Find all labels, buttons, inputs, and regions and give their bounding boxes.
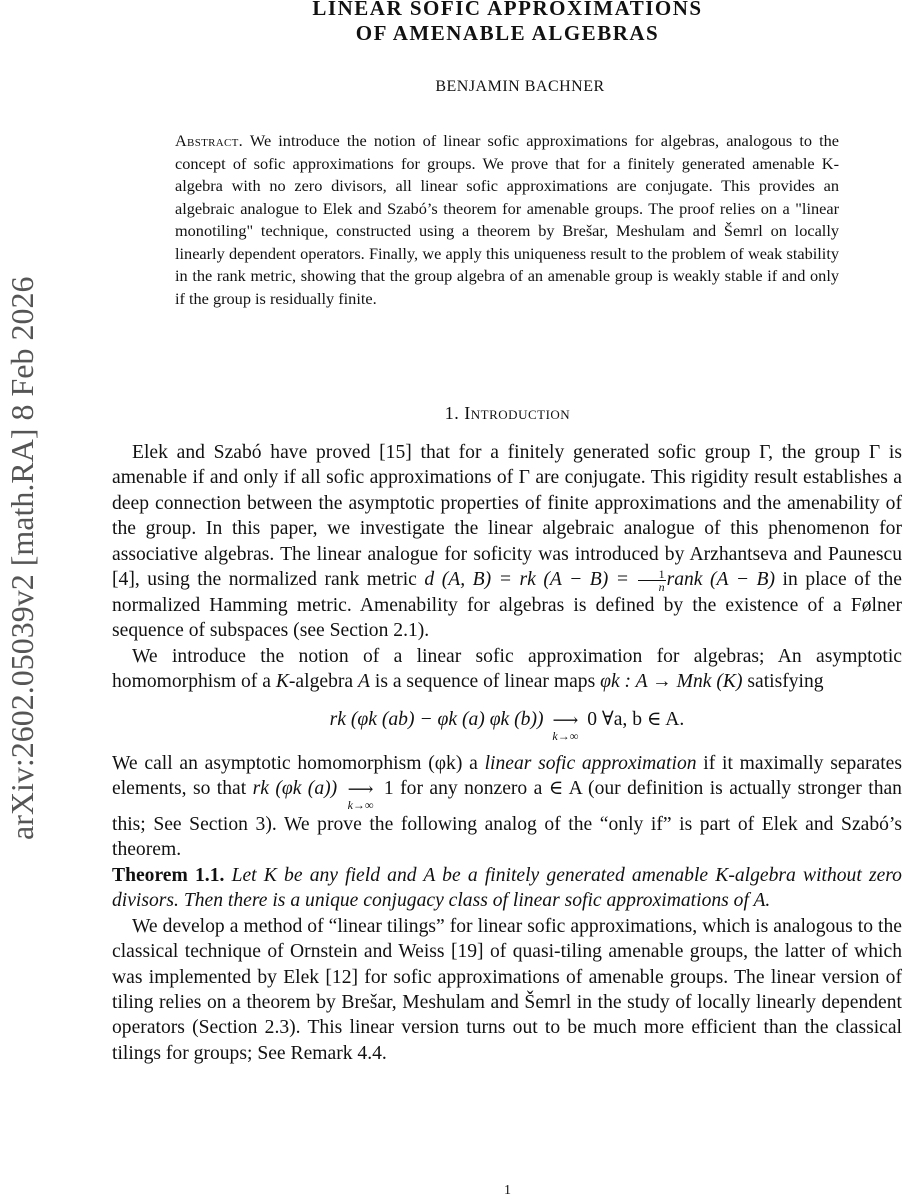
p1-metric: d (A, B) = rk (A − B) =: [424, 569, 630, 591]
p2-text-a: We introduce the notion of a linear sofic approximation for algebras; An asymptotic homomorphism of a: [112, 645, 902, 693]
p3-text-b: if it maximally separates elements, so that: [112, 752, 902, 800]
p1-metric-rest: rank (A − B): [666, 569, 775, 591]
paragraph-4: We develop a method of “linear tilings” for linear sofic approximations, which is analogous to the classical technique of Ornstein and Weiss [19] of quasi-tiling amenable groups, the latter of which was implemented by Elek [12] for sofic approximations of amenable groups. The linear version of tiling relies on a theorem by Brešar, Meshulam and Šemrl in the study of locally linearly dependent operators (Section 2.3). This linear version turns out to be much more efficient than the classical tilings for groups; See Remark 4.4.: [112, 915, 902, 1064]
limit-arrow: [552, 707, 578, 743]
p1-text-a: Elek and Szabó have proved [15] that for a finitely generated sofic group Γ, the group Γ is amenable if and only if all sofic approximations of Γ are conjugate. This rigidity result establishes a deep connection between the asymptotic properties of finite approximations and the amenability of the group. In this paper, we investigate the linear algebraic analogue of this phenomenon for associative algebras. The linear analogue for soficity was introduced by Arzhantseva and Paunescu [4], using the normalized rank metric: [112, 442, 902, 591]
theorem-1-1: [112, 863, 902, 914]
section-number: 1.: [444, 403, 460, 423]
abstract: [175, 130, 839, 310]
abstract-text: We introduce the notion of linear sofic approximations for algebras, analogous to the concept of sofic approximations for groups. We prove that for a finitely generated amenable K-algebra with no zero divisors, all linear sofic approximations are conjugate. This provides an algebraic analogue to Elek and Szabó’s theorem for amenable groups. The proof relies on a "linear monotiling" technique, constructed using a theorem by Brešar, Meshulam and Šemrl on locally linearly dependent operators. Finally, we apply this uniqueness result to the problem of weak stability in the rank metric, showing that the group algebra of an amenable group is weakly stable if and only if the group is residually finite.: [175, 131, 839, 308]
title-line-1: LINEAR SOFIC APPROXIMATIONS: [312, 0, 703, 20]
p2-text-d: satisfying: [747, 671, 824, 693]
abstract-label: Abstract.: [175, 131, 244, 150]
arrow-icon: ⟶: [552, 709, 579, 730]
fraction: [638, 568, 666, 593]
section-title: Introduction: [464, 403, 571, 423]
p3-emphasis: linear sofic approximation: [484, 752, 697, 774]
theorem-label: Theorem 1.1.: [112, 864, 225, 886]
author-name: BENJAMIN BACHNER: [435, 78, 605, 95]
p2-A: A: [358, 671, 370, 693]
arxiv-identifier: arXiv:2602.05039v2 [math.RA] 8 Feb 2026: [4, 276, 40, 840]
page-number: 1: [504, 1183, 511, 1198]
limit-subscript: k→∞: [552, 728, 579, 743]
title-line-2: OF AMENABLE ALGEBRAS: [355, 21, 660, 45]
fraction-numerator: 1: [638, 568, 666, 581]
p3-text-a: We call an asymptotic homomorphism (φk) a: [112, 752, 478, 774]
display-equation: [112, 707, 902, 741]
body-text: [112, 440, 902, 1066]
paper-title: [0, 0, 903, 46]
paragraph-1: [112, 440, 902, 644]
limit-arrow-inline: [348, 776, 374, 812]
p3-text-c: 1 for any nonzero a ∈ A (our definition is actually stronger than this; See Section 3). We prove the following analog of the “only if” is part of Elek and Szabó’s theorem.: [112, 778, 902, 861]
paragraph-3: [112, 751, 902, 863]
equation-rhs: 0 ∀a, b ∈ A.: [587, 708, 685, 730]
p2-K: K: [275, 671, 289, 693]
fraction-denominator: n: [658, 580, 665, 595]
arrow-icon: ⟶: [347, 779, 374, 800]
paragraph-2: [112, 644, 902, 695]
p2-text-c: is a sequence of linear maps: [374, 671, 596, 693]
p1-text-b: in place of the normalized Hamming metric. Amenability for algebras is defined by the existence of a Følner sequence of subspaces (see Section 2.1).: [112, 569, 902, 642]
theorem-statement: Let K be any field and A be a finitely generated amenable K-algebra without zero divisors. Then there is a unique conjugacy class of linear sofic approximations of A.: [112, 864, 902, 912]
section-heading: [0, 403, 903, 424]
p2-text-b: -algebra: [288, 671, 354, 693]
p2-map: φk : A → Mnk (K): [600, 671, 743, 693]
equation-lhs: rk (φk (ab) − φk (a) φk (b)): [329, 708, 544, 730]
limit-subscript-inline: k→∞: [347, 798, 374, 813]
p3-rank: rk (φk (a)): [252, 778, 338, 800]
